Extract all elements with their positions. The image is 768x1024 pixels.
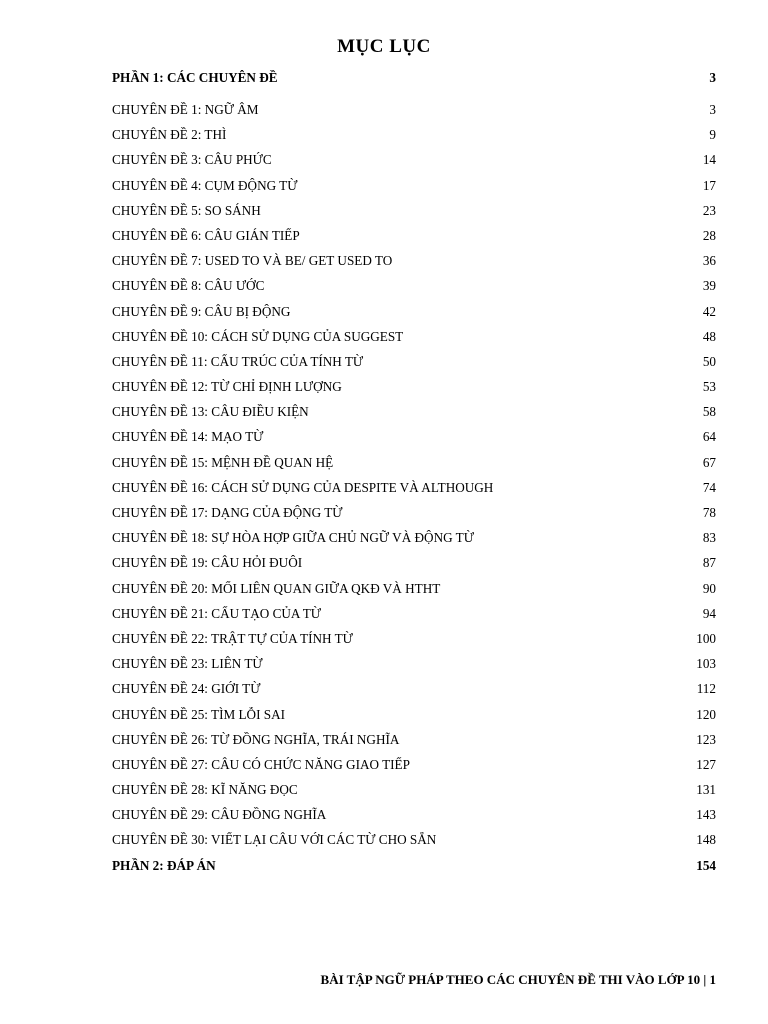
- toc-entry[interactable]: [112, 480, 716, 505]
- toc-entry[interactable]: [112, 681, 716, 706]
- toc-entry-page: 103: [696, 656, 716, 672]
- toc-entry-label: CHUYÊN ĐỀ 16: CÁCH SỬ DỤNG CỦA DESPITE VÀ ALTHOUGH: [112, 479, 494, 495]
- toc-entry-page: 87: [702, 555, 716, 571]
- toc-entry[interactable]: [112, 782, 716, 807]
- toc-entry-label: CHUYÊN ĐỀ 29: CÂU ĐỒNG NGHĨA: [112, 807, 327, 823]
- toc-entry[interactable]: [112, 656, 716, 681]
- toc-part-entry[interactable]: [112, 858, 716, 883]
- toc-entry[interactable]: [112, 127, 716, 152]
- toc-entry-page: 143: [696, 807, 716, 823]
- toc-entry-page: 50: [702, 353, 716, 369]
- toc-entry-label: CHUYÊN ĐỀ 24: GIỚI TỪ: [112, 681, 261, 697]
- toc-entry-page: 78: [702, 505, 716, 520]
- toc-entry-page: 36: [702, 253, 716, 269]
- toc-entry-label: CHUYÊN ĐỀ 25: TÌM LỖI SAI: [112, 706, 286, 722]
- toc-entry-page: 42: [702, 303, 716, 319]
- toc-entry[interactable]: [112, 304, 716, 329]
- toc-entry-page: 3: [709, 102, 716, 117]
- toc-entry-page: 53: [702, 379, 716, 395]
- toc-entry-label: CHUYÊN ĐỀ 26: TỪ ĐỒNG NGHĨA, TRÁI NGHĨA: [112, 731, 400, 747]
- toc-entry-label: CHUYÊN ĐỀ 28: KĨ NĂNG ĐỌC: [112, 782, 298, 798]
- toc-entry-page: 67: [702, 454, 716, 470]
- toc-entry-label: CHUYÊN ĐỀ 17: DẠNG CỦA ĐỘNG TỪ: [112, 505, 343, 520]
- toc-entry-page: 94: [702, 605, 716, 621]
- toc-entry[interactable]: [112, 102, 716, 127]
- toc-entry-label: CHUYÊN ĐỀ 27: CÂU CÓ CHỨC NĂNG GIAO TIẾP: [112, 756, 410, 772]
- toc-entry-label: CHUYÊN ĐỀ 3: CÂU PHỨC: [112, 152, 272, 168]
- toc-entry-label: CHUYÊN ĐỀ 8: CÂU ƯỚC: [112, 278, 265, 294]
- toc-entry[interactable]: [112, 732, 716, 757]
- toc-entry-page: 39: [702, 278, 716, 294]
- toc-entry-page: 14: [702, 152, 716, 168]
- toc-entry[interactable]: [112, 329, 716, 354]
- toc-entry-page: 17: [702, 177, 716, 193]
- toc-entry[interactable]: [112, 505, 716, 530]
- toc-entry[interactable]: [112, 253, 716, 278]
- toc-entry-page: 120: [696, 706, 716, 722]
- toc-entry[interactable]: [112, 455, 716, 480]
- toc-entry-page: 64: [702, 429, 716, 445]
- toc-entry-label: CHUYÊN ĐỀ 2: THÌ: [112, 127, 227, 143]
- toc-entry-page: 148: [696, 832, 716, 848]
- toc-entry[interactable]: [112, 152, 716, 177]
- toc-entry-page: 23: [702, 202, 716, 218]
- toc-entry-label: CHUYÊN ĐỀ 22: TRẬT TỰ CỦA TÍNH TỪ: [112, 630, 353, 646]
- toc-entry-page: 112: [696, 681, 716, 697]
- toc-entry-label: CHUYÊN ĐỀ 9: CÂU BỊ ĐỘNG: [112, 303, 291, 319]
- toc-entry[interactable]: [112, 581, 716, 606]
- toc-entry-label: CHUYÊN ĐỀ 23: LIÊN TỪ: [112, 656, 263, 672]
- toc-entry-page: 74: [702, 479, 716, 495]
- toc-entry-page: 9: [709, 127, 716, 143]
- toc-entry-label: CHUYÊN ĐỀ 7: USED TO VÀ BE/ GET USED TO: [112, 253, 393, 269]
- toc-entry[interactable]: [112, 832, 716, 857]
- toc-entry-label: CHUYÊN ĐỀ 21: CẤU TẠO CỦA TỪ: [112, 605, 322, 621]
- toc-entry-label: CHUYÊN ĐỀ 19: CÂU HỎI ĐUÔI: [112, 555, 303, 571]
- toc-entry-label: CHUYÊN ĐỀ 20: MỐI LIÊN QUAN GIỮA QKĐ VÀ HTHT: [112, 580, 441, 596]
- toc-entry[interactable]: [112, 429, 716, 454]
- toc-entry[interactable]: [112, 379, 716, 404]
- toc-entry[interactable]: [112, 178, 716, 203]
- toc-entry-page: 58: [702, 404, 716, 420]
- toc-entry-page: 123: [696, 731, 716, 747]
- toc-entry-page: 100: [696, 630, 716, 646]
- toc-entry[interactable]: [112, 203, 716, 228]
- toc-entry[interactable]: [112, 757, 716, 782]
- toc-entry-label: CHUYÊN ĐỀ 11: CẤU TRÚC CỦA TÍNH TỪ: [112, 353, 364, 369]
- toc-entry-label: CHUYÊN ĐỀ 30: VIẾT LẠI CÂU VỚI CÁC TỪ CHO SẴN: [112, 832, 437, 848]
- toc-entry-page: 28: [702, 227, 716, 243]
- toc-entry-label: CHUYÊN ĐỀ 6: CÂU GIÁN TIẾP: [112, 227, 300, 243]
- toc-entry-page: 131: [696, 782, 716, 798]
- toc-entry[interactable]: [112, 707, 716, 732]
- toc-entry-label: CHUYÊN ĐỀ 14: MẠO TỪ: [112, 429, 264, 445]
- toc-entry-label: CHUYÊN ĐỀ 15: MỆNH ĐỀ QUAN HỆ: [112, 454, 334, 470]
- toc-entry-page: 3: [709, 70, 716, 85]
- toc-part-entry[interactable]: [112, 70, 716, 102]
- toc-entry[interactable]: [112, 404, 716, 429]
- toc-entry[interactable]: [112, 807, 716, 832]
- toc-entry[interactable]: [112, 555, 716, 580]
- toc-entry[interactable]: [112, 354, 716, 379]
- toc-entry-label: CHUYÊN ĐỀ 1: NGỮ ÂM: [112, 102, 259, 117]
- toc-entry[interactable]: [112, 631, 716, 656]
- toc-entry[interactable]: [112, 606, 716, 631]
- toc-entry-label: CHUYÊN ĐỀ 10: CÁCH SỬ DỤNG CỦA SUGGEST: [112, 328, 404, 344]
- toc-entry[interactable]: [112, 278, 716, 303]
- toc-entry-label: CHUYÊN ĐỀ 18: SỰ HÒA HỢP GIỮA CHỦ NGỮ VÀ ĐỘNG TỪ: [112, 530, 474, 546]
- toc-entry-page: 127: [696, 756, 716, 772]
- page-footer: BÀI TẬP NGỮ PHÁP THEO CÁC CHUYÊN ĐỀ THI VÀO LỚP 10 | 1: [320, 972, 716, 987]
- toc-entry-label: CHUYÊN ĐỀ 13: CÂU ĐIỀU KIỆN: [112, 404, 309, 420]
- toc-entry[interactable]: [112, 228, 716, 253]
- toc-entry-label: CHUYÊN ĐỀ 4: CỤM ĐỘNG TỪ: [112, 177, 298, 193]
- toc-entry-page: 154: [696, 857, 716, 873]
- page-title: MỤC LỤC: [337, 36, 431, 57]
- toc-entry-label: PHẦN 1: CÁC CHUYÊN ĐỀ: [112, 70, 278, 85]
- toc-entry-label: CHUYÊN ĐỀ 12: TỪ CHỈ ĐỊNH LƯỢNG: [112, 379, 342, 395]
- toc-entry-page: 48: [702, 328, 716, 344]
- table-of-contents: [112, 70, 716, 883]
- toc-entry[interactable]: [112, 530, 716, 555]
- toc-entry-label: PHẦN 2: ĐÁP ÁN: [112, 857, 216, 873]
- toc-entry-page: 83: [702, 530, 716, 546]
- toc-entry-label: CHUYÊN ĐỀ 5: SO SÁNH: [112, 202, 261, 218]
- toc-entry-page: 90: [702, 580, 716, 596]
